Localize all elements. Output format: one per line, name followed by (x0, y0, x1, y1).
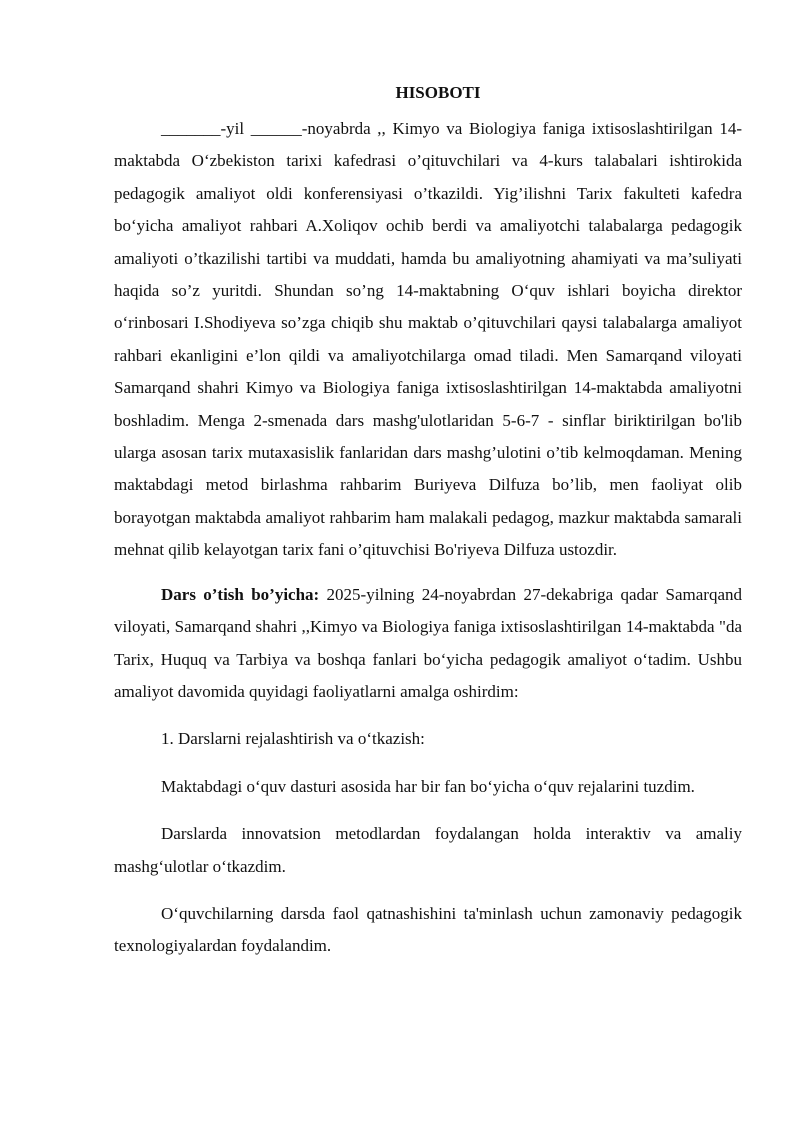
paragraph-dars-otish (114, 579, 742, 709)
paragraph-bold-lead: Dars o’tish bo’yicha: (161, 584, 320, 604)
paragraph-reja: Maktabdagi o‘quv dasturi asosida har bir fan bo‘yicha o‘quv rejalarini tuzdim. (161, 776, 695, 796)
document-page (114, 82, 742, 963)
paragraph-list-heading: 1. Darslarni rejalashtirish va o‘tkazish: (161, 729, 425, 749)
paragraph-faol: O‘quvchilarning darsda faol qatnashishini ta'minlash uchun zamonaviy pedagogik texnologiyalardan foydalandim. (114, 903, 742, 956)
document-title: HISOBOTI (395, 83, 481, 102)
paragraph-dars-otish-text: 2025-yilning 24-noyabrdan 27-dekabriga qadar Samarqand viloyati, Samarqand shahri ,,Kimyo va Biologiya faniga ixtisoslashtirilgan 14-maktabda "da Tarix, Huquq va Tarbiya va boshqa fanlari bo‘yicha pedagogik amaliyot o‘tadim. Ushbu amaliyot davomida quyidagi faoliyatlarni amalga oshirdim: (114, 584, 743, 701)
paragraph-intro: _______-yil ______-noyabrda ,, Kimyo va Biologiya faniga ixtisoslashtirilgan 14-maktabda O‘zbekiston tarixi kafedrasi o’qituvchilari va 4-kurs talabalari ishtirokida pedagogik amaliyot oldi konferensiyasi o’tkazildi. Yig’ilishni Tarix fakulteti kafedra bo‘yicha amaliyot rahbari A.Xoliqov ochib berdi va amaliyotchi talabalarga pedagogik amaliyoti o’tkazilishi tartibi va muddati, hamda bu amaliyotning ahamiyati va ma’suliyati haqida so’z yuritdi. Shundan so’ng 14-maktabning O‘quv ishlari boyicha direktor o‘rinbosari I.Shodiyeva so’zga chiqib shu maktab o’qituvchilari qaysi talabalarga amaliyot rahbari ekanligini e’lon qildi va amaliyotchilarga omad tiladi. Men Samarqand viloyati Samarqand shahri Kimyo va Biologiya faniga ixtisoslashtirilgan 14-maktabda amaliyotni boshladim. Menga 2-smenada dars mashg'ulotlaridan 5-6-7 - sinflar biriktirilgan bo'lib ularga asosan tarix mutaxasislik fanlaridan dars mashg’ulotini o’tib kelmoqdaman. Mening maktabdagi metod birlashma rahbarim Buriyeva Dilfuza bo’lib, men faoliyat olib borayotgan maktabda amaliyot rahbarim ham malakali pedagog, mazkur maktabda samarali mehnat qilib kelayotgan tarix fani o’qituvchisi Bo'riyeva Dilfuza ustozdir. (114, 119, 742, 560)
paragraph-innovatsion: Darslarda innovatsion metodlardan foydalangan holda interaktiv va amaliy mashg‘ulotlar o‘tkazdim. (114, 824, 742, 876)
